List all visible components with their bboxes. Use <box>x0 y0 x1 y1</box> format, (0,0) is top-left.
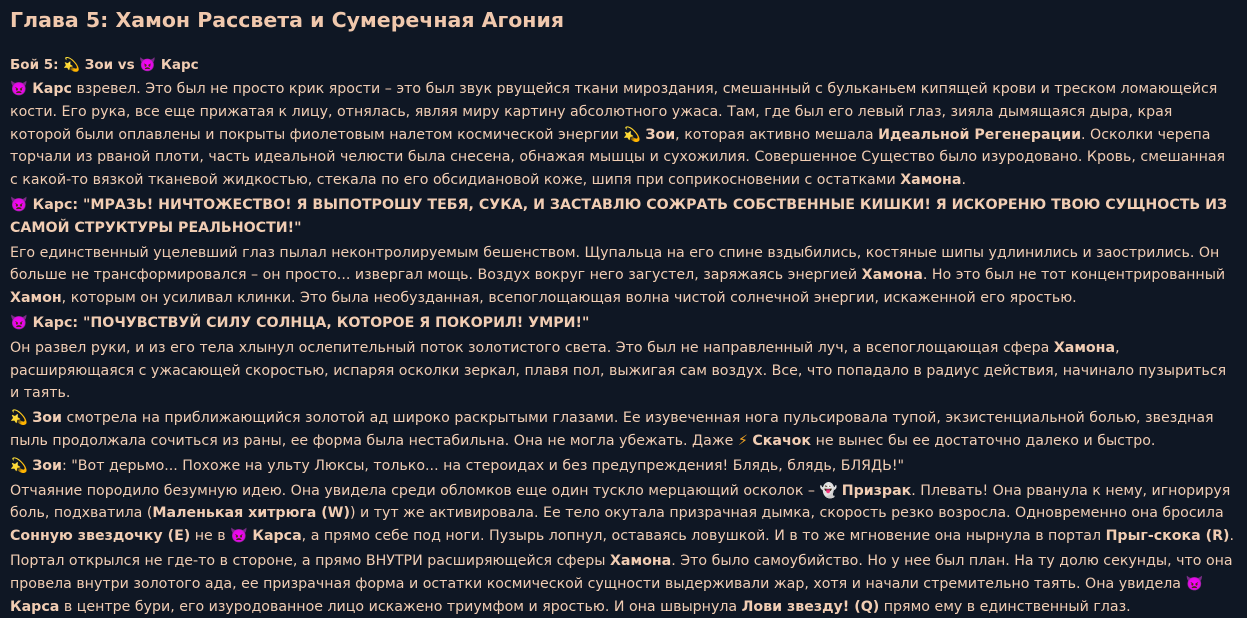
battle-kars: Карс <box>160 57 199 73</box>
devil-icon: 👿 <box>10 81 28 97</box>
term-hamon: Хамона <box>1053 339 1116 356</box>
speaker-zoi: Зои <box>32 457 62 474</box>
text: Его единственный уцелевший глаз пылал неконтролируемым бешенством. Щупальца на его спине вздыбились, костяные шипы удлинились и заострились. Он больше не трансформировался – он просто... извергал мощь. Воздух вокруг него загустел, заряжаясь энергией <box>10 244 1220 284</box>
text: . Осколки черепа торчали из рваной плоти, часть идеальной челюсти была снесена, обнажая мышцы и сухожилия. Совершенное Существо было изуродовано. Кровь, смешанная с какой-то вязкой тканевой жидкостью, стекала по его обсидиановой коже, шипя при соприкосновении с остатками <box>10 126 1226 189</box>
text: Портал открылся не где-то в стороне, а прямо ВНУТРИ расширяющейся сферы <box>10 552 610 569</box>
dialogue-line: : "ПОЧУВСТВУЙ СИЛУ СОЛНЦА, КОТОРОЕ Я ПОКОРИЛ! УМРИ!" <box>72 314 590 331</box>
term-hamon: Хамона <box>609 552 672 569</box>
comet-icon: 💫 <box>63 57 81 73</box>
term-skachok: Скачок <box>752 432 812 449</box>
text: Он развел руки, и из его тела хлынул ослепительный поток золотистого света. Это был не направленный луч, а всепоглощающая сфера <box>10 339 1054 356</box>
paragraph-3 <box>10 242 1237 310</box>
text: смотрела на приближающийся золотой ад широко раскрытыми глазами. Ее изувеченная нога пульсировала тупой, экзистенциальной болью, звездная пыль продолжала сочиться из раны, ее форма была нестабильна. Она не могла убежать. Даже <box>10 410 1214 449</box>
speaker-kars: Карс <box>32 196 73 213</box>
text: , которая активно мешала <box>675 126 879 143</box>
speaker-kars: Карс <box>32 81 72 97</box>
battle-zoi: Зои <box>84 57 114 73</box>
devil-icon: 👿 <box>230 528 248 545</box>
paragraph-6 <box>10 407 1237 453</box>
speaker-zoi: Зои <box>32 410 62 427</box>
text: взревел. Это был не просто крик ярости – это был звук рвущейся ткани мироздания, смешанный с бульканьем кипящей крови и треском ломающейся кости. Его рука, все еще прижатая к лицу, отнялась, являя миру картину абсолютного ужаса. Там, где был его левый глаз, зияла дымящаяся дыра, края которой были оплавлены и покрыты фиолетовым налетом космической энергии <box>10 81 1218 143</box>
devil-icon: 👿 <box>1185 575 1204 592</box>
term-hamon: Хамона <box>861 267 923 284</box>
devil-icon: 👿 <box>10 196 28 213</box>
dialogue-line: : "МРАЗЬ! НИЧТОЖЕСТВО! Я ВЫПОТРОШУ ТЕБЯ, СУКА, И ЗАСТАВЛЮ СОЖРАТЬ СОБСТВЕННЫЕ КИШКИ! Я ИСКОРЕНЮ ТВОЮ СУЩНОСТЬ ИЗ САМОЙ СТРУКТУРЫ РЕАЛЬНОСТИ!" <box>10 196 1228 236</box>
text: в центре бури, его изуродованное лицо искажено триумфом и яростью. И она швырнула <box>59 598 742 615</box>
term-prizrak: Призрак <box>841 482 912 499</box>
devil-icon: 👿 <box>10 314 28 331</box>
paragraph-9 <box>10 550 1237 618</box>
text: . Это было самоубийство. Но у нее был план. На ту долю секунды, что она провела внутри золотого ада, ее призрачная форма и остатки космической сущности выдерживали жар, хотя и начали стремительно таять. Она увидела <box>10 552 1233 592</box>
comet-icon: 💫 <box>10 410 28 427</box>
text: . Но это был не тот концентрированный <box>922 267 1226 284</box>
term-hamon: Хамона <box>900 172 962 189</box>
paragraph-1 <box>10 78 1237 192</box>
text: ) и тут же активировала. Ее тело окутала призрачная дымка, скорость резко возросла. Одновременно она бросила <box>349 505 1224 522</box>
paragraph-5 <box>10 337 1237 405</box>
term-regeneration: Идеальной Регенерации <box>878 126 1082 143</box>
comet-icon: 💫 <box>623 126 641 143</box>
text: , расширяющаяся с ужасающей скоростью, испаряя осколки зеркал, плавя пол, выжигая сам воздух. Все, что попадало в радиус действия, начинало пузыриться и таять. <box>10 339 1227 402</box>
text: не в <box>190 528 231 545</box>
text: . <box>1229 528 1235 545</box>
term-hitryuga: Маленькая хитрюга (W) <box>152 505 350 522</box>
dialogue-line: : "Вот дерьмо... Похоже на ульту Люксы, только... на стероидах и без предупреждения! Блядь, блядь, БЛЯДЬ!" <box>61 457 905 474</box>
name-kars: Карса <box>10 598 60 615</box>
paragraph-2 <box>10 194 1237 240</box>
term-pryg-skok: Прыг-скока (R) <box>1105 528 1230 545</box>
text: . <box>961 172 966 189</box>
name-zoi: Зои <box>645 126 676 143</box>
text: не вынес бы ее достаточно далеко и быстро. <box>811 432 1156 449</box>
paragraph-7 <box>10 455 1237 478</box>
term-sleepy-star: Сонную звездочку (E) <box>10 528 191 545</box>
comet-icon: 💫 <box>10 457 28 474</box>
text: , которым он усиливал клинки. Это была необузданная, всепоглощающая волна чистой солнечной энергии, искаженной его яростью. <box>61 290 1077 307</box>
battle-vs: vs <box>117 57 135 73</box>
speaker-kars: Карс <box>32 314 73 331</box>
ghost-icon: 👻 <box>819 482 838 499</box>
term-catch-star: Лови звезду! (Q) <box>741 598 880 615</box>
devil-icon: 👿 <box>139 57 157 73</box>
name-kars: Карса <box>252 528 302 545</box>
battle-prefix: Бой 5: <box>10 57 59 73</box>
lightning-icon: ⚡ <box>737 432 748 449</box>
text: . Плевать! Она рванула к нему, игнорируя боль, подхватила ( <box>10 482 1231 522</box>
text: , а прямо себе под ноги. Пузырь лопнул, оставаясь ловушкой. И в то же мгновение она нырнула в портал <box>301 528 1106 545</box>
term-hamon: Хамон <box>10 290 62 307</box>
paragraph-4 <box>10 312 1237 335</box>
text: прямо ему в единственный глаз. <box>879 598 1131 615</box>
paragraph-8 <box>10 480 1237 548</box>
battle-heading <box>10 54 1237 76</box>
text: Отчаяние породило безумную идею. Она увидела среди обломков еще один тускло мерцающий осколок – <box>10 482 820 499</box>
chapter-title: Глава 5: Хамон Рассвета и Сумеречная Агония <box>10 8 564 32</box>
